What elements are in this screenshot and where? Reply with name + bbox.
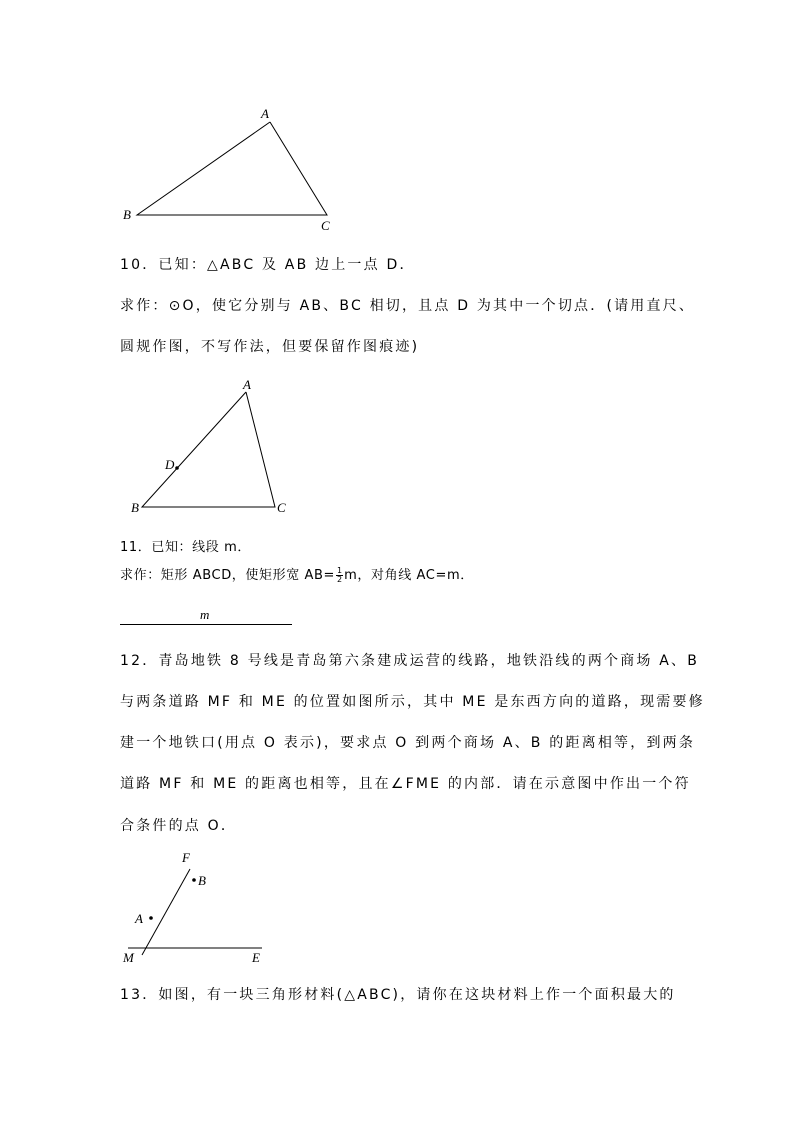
q11-prefix: 求作：矩形 ABCD，使矩形宽 AB= [120, 568, 336, 583]
segment-m-label: m [200, 607, 210, 622]
point-a-dot [149, 916, 153, 920]
label-f: F [182, 850, 190, 865]
q12-line-3: 建一个地铁口(用点 O 表示)，要求点 O 到两个商场 A、B 的距离相等，到两条 [120, 735, 696, 751]
q12-line-2: 与两条道路 MF 和 ME 的位置如图所示，其中 ME 是东西方向的道路，现需要修 [120, 694, 705, 710]
vertex-label-c: C [277, 500, 286, 515]
roads-figure [115, 845, 275, 970]
vertex-label-a: A [243, 377, 251, 392]
triangle-abd-figure [125, 372, 305, 522]
point-b-dot [192, 878, 196, 882]
q11-suffix: m，对角线 AC=m． [344, 568, 474, 583]
q10-line-3: 圆规作图，不写作法，但要保留作图痕迹) [120, 339, 420, 355]
q11-line-2 [120, 564, 680, 584]
label-m: M [123, 950, 134, 965]
q10-line-2: 求作：⊙O，使它分别与 AB、BC 相切，且点 D 为其中一个切点．(请用直尺、 [120, 298, 696, 314]
point-d-dot [175, 466, 179, 470]
segment-m-line [120, 624, 292, 625]
q11-line-1: 11．已知：线段 m． [120, 540, 251, 555]
label-b: B [198, 873, 206, 888]
label-a: A [135, 911, 143, 926]
triangle-abc-figure [115, 100, 345, 240]
vertex-label-b: B [131, 500, 139, 515]
vertex-label-c: C [321, 218, 330, 233]
vertex-label-d: D [165, 457, 175, 472]
q13-line-1: 13．如图，有一块三角形材料(△ABC)，请你在这块材料上作一个面积最大的 [120, 987, 676, 1003]
vertex-label-a: A [261, 106, 269, 121]
q12-line-5: 合条件的点 O． [120, 818, 238, 834]
triangle-abc-outline-2 [142, 392, 275, 507]
q12-line-1: 12．青岛地铁 8 号线是青岛第六条建成运营的线路，地铁沿线的两个商场 A、B [120, 653, 700, 669]
q10-line-1: 10．已知：△ABC 及 AB 边上一点 D． [120, 257, 416, 273]
fraction-one-half [336, 567, 343, 584]
label-e: E [252, 950, 260, 965]
vertex-label-b: B [123, 207, 131, 222]
fraction-numerator: 1 [337, 566, 343, 575]
fraction-denominator: 2 [337, 575, 343, 584]
triangle-abc-outline [137, 122, 327, 215]
q12-line-4: 道路 MF 和 ME 的距离也相等，且在∠FME 的内部．请在示意图中作出一个符 [120, 776, 691, 792]
road-mf [142, 869, 190, 955]
